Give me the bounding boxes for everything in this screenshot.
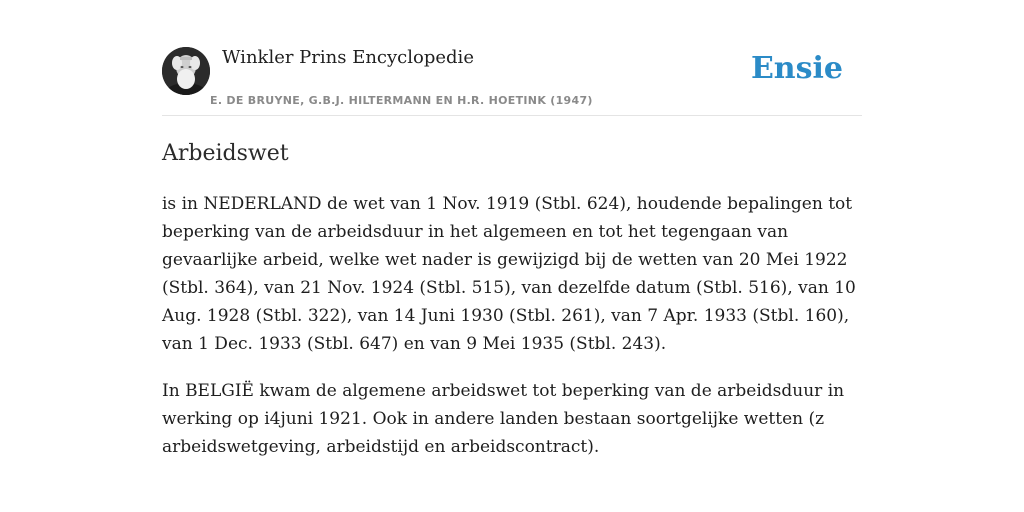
article-paragraph: is in NEDERLAND de wet van 1 Nov. 1919 (Stbl. 624), houdende bepalingen tot beperking van de arbeidsduur in het algemeen en tot het tegengaan van gevaarlijke arbeid, welke wet nader is gewijzigd bij de wetten van 20 Mei 1922 (Stbl. 364), van 21 Nov. 1924 (Stbl. 515), van dezelfde datum (Stbl. 516), van 10 Aug. 1928 (Stbl. 322), van 14 Juni 1930 (Stbl. 261), van 7 Apr. 1933 (Stbl. 160), van 1 Dec. 1933 (Stbl. 647) en van 9 Mei 1935 (Stbl. 243). <box>162 194 856 354</box>
authors-line: E. DE BRUYNE, G.B.J. HILTERMANN EN H.R. HOETINK (1947) <box>210 94 593 107</box>
source-header <box>162 44 862 116</box>
article-page <box>162 44 862 461</box>
article-title: Arbeidswet <box>162 141 289 166</box>
source-title[interactable]: Winkler Prins Encyclopedie <box>222 47 474 68</box>
brand-logo[interactable]: Ensie <box>750 51 843 86</box>
author-portrait-icon <box>162 47 210 95</box>
article-paragraph: In BELGIË kwam de algemene arbeidswet tot beperking van de arbeidsduur in werking op i4juni 1921. Ook in andere landen bestaan soortgelijke wetten (z arbeidswetgeving, arbeidstijd en arbeidscontract). <box>162 381 845 457</box>
